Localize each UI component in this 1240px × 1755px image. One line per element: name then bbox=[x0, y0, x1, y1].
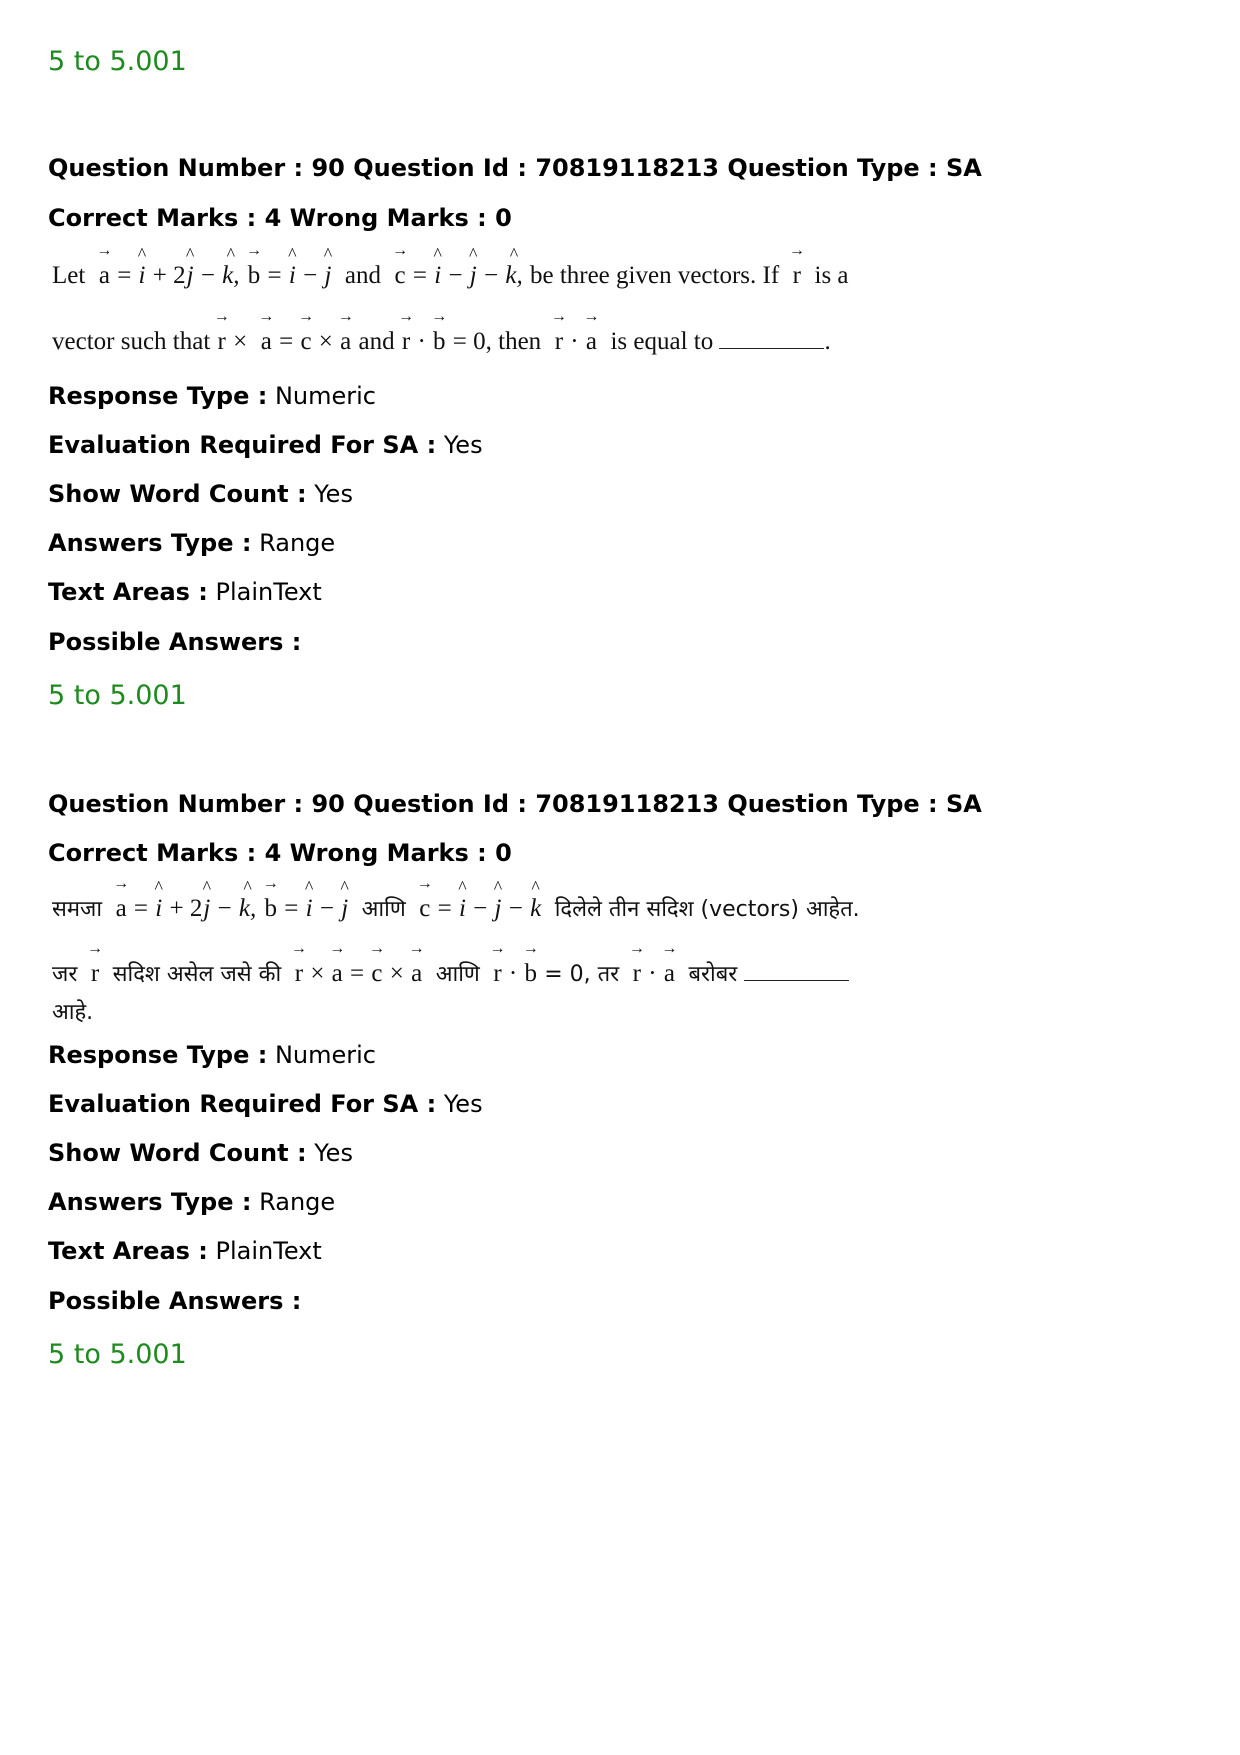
math-symbol: = bbox=[412, 262, 427, 289]
unit-vector-i: ^ i bbox=[288, 262, 297, 290]
question-text-line-2 bbox=[52, 328, 831, 356]
field-value: Range bbox=[259, 1188, 336, 1216]
vector-r: → r bbox=[401, 328, 411, 356]
math-word: दिलेले तीन सदिश (vectors) आहेत. bbox=[554, 897, 860, 922]
unit-vector-j: ^ j bbox=[323, 262, 332, 290]
vector-b: → b bbox=[523, 960, 538, 988]
math-word: be three given vectors. If bbox=[529, 262, 780, 289]
field-label: Possible Answers : bbox=[48, 628, 302, 656]
math-symbol: = bbox=[437, 895, 452, 922]
field-label: Text Areas : bbox=[48, 1237, 208, 1265]
unit-vector-j: ^ j bbox=[469, 262, 478, 290]
math-symbol: = bbox=[350, 960, 365, 987]
math-symbol: = bbox=[117, 262, 132, 289]
math-symbol: + 2 bbox=[169, 895, 203, 922]
field-label: Show Word Count : bbox=[48, 480, 307, 508]
math-symbol: · bbox=[417, 328, 426, 355]
math-symbol: . bbox=[824, 328, 831, 355]
math-symbol: = bbox=[267, 262, 282, 289]
math-symbol: × bbox=[318, 328, 333, 355]
vector-a: → a bbox=[98, 262, 111, 290]
math-symbol: × bbox=[310, 960, 325, 987]
question-text-line-1 bbox=[52, 893, 860, 923]
field-evaluation-required bbox=[48, 1090, 483, 1118]
vector-c: → c bbox=[370, 960, 383, 988]
field-value: Numeric bbox=[274, 382, 376, 410]
vector-a: → a bbox=[410, 960, 423, 988]
possible-answer-value: 5 to 5.001 bbox=[48, 46, 187, 77]
unit-vector-j: ^ j bbox=[202, 895, 211, 923]
math-symbol: × bbox=[233, 328, 248, 355]
math-symbol: − bbox=[448, 262, 463, 289]
vector-b: → b bbox=[432, 328, 447, 356]
field-response-type bbox=[48, 382, 376, 410]
math-word: = 0, then bbox=[452, 328, 542, 355]
field-label: Show Word Count : bbox=[48, 1139, 307, 1167]
vector-b: → b bbox=[264, 895, 279, 923]
math-symbol: − bbox=[200, 262, 215, 289]
answer-blank bbox=[719, 347, 824, 349]
math-word: is a bbox=[814, 262, 849, 289]
field-value: PlainText bbox=[215, 1237, 322, 1265]
vector-a: → a bbox=[585, 328, 598, 356]
vector-a: → a bbox=[260, 328, 273, 356]
vector-b: → b bbox=[247, 262, 262, 290]
math-word: and bbox=[344, 262, 382, 289]
vector-a: → a bbox=[339, 328, 352, 356]
field-label: Answers Type : bbox=[48, 1188, 252, 1216]
math-word: सदिश असेल जसे की bbox=[112, 962, 282, 987]
unit-vector-k: ^ k, bbox=[221, 262, 240, 290]
field-label: Answers Type : bbox=[48, 529, 252, 557]
math-symbol: − bbox=[217, 895, 232, 922]
field-label: Response Type : bbox=[48, 1041, 268, 1069]
unit-vector-j: ^ j bbox=[186, 262, 195, 290]
vector-a: → a bbox=[663, 960, 676, 988]
math-word: vector such that bbox=[52, 328, 211, 355]
math-symbol: = bbox=[284, 895, 299, 922]
vector-c: → c bbox=[394, 262, 407, 290]
math-symbol: − bbox=[473, 895, 488, 922]
vector-r: → r bbox=[792, 262, 802, 290]
question-header: Question Number : 90 Question Id : 70819118213 Question Type : SA bbox=[48, 154, 982, 182]
unit-vector-i: ^ i bbox=[154, 895, 163, 923]
field-answers-type bbox=[48, 1188, 335, 1216]
field-text-areas bbox=[48, 1237, 322, 1265]
vector-c: → c bbox=[299, 328, 312, 356]
unit-vector-i: ^ i bbox=[458, 895, 467, 923]
field-possible-answers bbox=[48, 628, 301, 656]
math-symbol: − bbox=[484, 262, 499, 289]
question-header: Question Number : 90 Question Id : 70819118213 Question Type : SA bbox=[48, 790, 982, 818]
field-value: Range bbox=[259, 529, 336, 557]
math-symbol: · bbox=[648, 960, 657, 987]
question-marks: Correct Marks : 4 Wrong Marks : 0 bbox=[48, 839, 512, 867]
question-text-line-2 bbox=[52, 958, 849, 988]
unit-vector-i: ^ i bbox=[433, 262, 442, 290]
math-word: = 0, तर bbox=[544, 962, 620, 987]
unit-vector-j: ^ j bbox=[494, 895, 503, 923]
field-label: Text Areas : bbox=[48, 578, 208, 606]
math-symbol: = bbox=[279, 328, 294, 355]
math-symbol: × bbox=[389, 960, 404, 987]
field-response-type bbox=[48, 1041, 376, 1069]
unit-vector-i: ^ i bbox=[305, 895, 314, 923]
unit-vector-j: ^ j bbox=[340, 895, 349, 923]
field-text-areas bbox=[48, 578, 322, 606]
possible-answer-value: 5 to 5.001 bbox=[48, 1339, 187, 1370]
vector-r: → r bbox=[492, 960, 502, 988]
math-word: आणि bbox=[361, 897, 406, 922]
field-label: Evaluation Required For SA : bbox=[48, 431, 437, 459]
math-word: जर bbox=[52, 962, 78, 987]
vector-r: → r bbox=[294, 960, 304, 988]
vector-r: → r bbox=[554, 328, 564, 356]
math-symbol: · bbox=[508, 960, 518, 987]
unit-vector-i: ^ i bbox=[138, 262, 147, 290]
field-evaluation-required bbox=[48, 431, 483, 459]
math-symbol: = bbox=[133, 895, 149, 922]
math-symbol: − bbox=[319, 895, 334, 922]
math-word: Let bbox=[52, 262, 86, 289]
math-symbol: − bbox=[303, 262, 318, 289]
question-text-line-1 bbox=[52, 262, 849, 290]
field-show-word-count bbox=[48, 1139, 353, 1167]
possible-answer-value: 5 to 5.001 bbox=[48, 680, 187, 711]
answer-blank bbox=[744, 979, 849, 981]
math-word: and bbox=[358, 328, 395, 355]
field-label: Evaluation Required For SA : bbox=[48, 1090, 437, 1118]
math-word: समजा bbox=[52, 897, 103, 922]
field-label: Possible Answers : bbox=[48, 1287, 302, 1315]
field-value: Yes bbox=[443, 431, 483, 459]
vector-r: → r bbox=[217, 328, 227, 356]
field-value: Yes bbox=[314, 480, 353, 508]
vector-c: → c bbox=[418, 895, 431, 923]
vector-a: → a bbox=[331, 960, 344, 988]
vector-a: → a bbox=[115, 895, 128, 923]
math-symbol: − bbox=[508, 895, 523, 922]
math-word: आणि bbox=[435, 962, 480, 987]
math-symbol: · bbox=[570, 328, 579, 355]
math-word: is equal to bbox=[610, 328, 714, 355]
field-label: Response Type : bbox=[48, 382, 268, 410]
math-symbol: + 2 bbox=[152, 262, 186, 289]
question-marks: Correct Marks : 4 Wrong Marks : 0 bbox=[48, 204, 512, 232]
unit-vector-k: ^ k, bbox=[238, 895, 257, 923]
unit-vector-k: ^ k bbox=[529, 895, 542, 923]
field-value: PlainText bbox=[215, 578, 322, 606]
math-word: आहे. bbox=[52, 1000, 94, 1025]
unit-vector-k: ^ k, bbox=[504, 262, 523, 290]
math-word: बरोबर bbox=[688, 962, 738, 987]
field-answers-type bbox=[48, 529, 335, 557]
field-value: Yes bbox=[443, 1090, 483, 1118]
vector-r: → r bbox=[90, 960, 100, 988]
field-value: Numeric bbox=[274, 1041, 376, 1069]
field-possible-answers bbox=[48, 1287, 301, 1315]
vector-r: → r bbox=[632, 960, 642, 988]
field-show-word-count bbox=[48, 480, 353, 508]
field-value: Yes bbox=[314, 1139, 353, 1167]
question-text-line-3 bbox=[52, 996, 93, 1026]
